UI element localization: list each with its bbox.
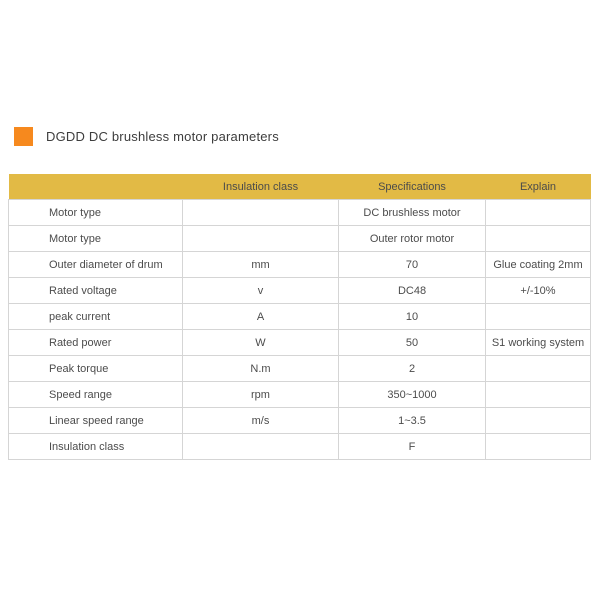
unit-cell	[183, 200, 339, 226]
column-header-insulation-class: Insulation class	[183, 174, 339, 200]
unit-cell: W	[183, 330, 339, 356]
table-row	[9, 200, 591, 226]
unit-cell	[183, 226, 339, 252]
unit-cell: v	[183, 278, 339, 304]
spec-cell: 50	[339, 330, 486, 356]
param-name-cell: Speed range	[9, 382, 183, 408]
unit-cell: mm	[183, 252, 339, 278]
param-name-cell: Motor type	[9, 226, 183, 252]
column-header-explain: Explain	[486, 174, 591, 200]
unit-cell: rpm	[183, 382, 339, 408]
spec-cell: 2	[339, 356, 486, 382]
explain-cell	[486, 408, 591, 434]
spec-cell: Outer rotor motor	[339, 226, 486, 252]
spec-cell: 70	[339, 252, 486, 278]
table-row	[9, 278, 591, 304]
spec-cell: 10	[339, 304, 486, 330]
spec-cell: DC48	[339, 278, 486, 304]
table-row	[9, 330, 591, 356]
parameters-table	[8, 174, 591, 460]
explain-cell: +/-10%	[486, 278, 591, 304]
table-row	[9, 382, 591, 408]
table-row	[9, 434, 591, 460]
param-name-cell: Insulation class	[9, 434, 183, 460]
explain-cell	[486, 226, 591, 252]
table-row	[9, 356, 591, 382]
explain-cell	[486, 382, 591, 408]
param-name-cell: Rated power	[9, 330, 183, 356]
param-name-cell: Rated voltage	[9, 278, 183, 304]
table-row	[9, 408, 591, 434]
param-name-cell: Outer diameter of drum	[9, 252, 183, 278]
table-header-row	[9, 174, 591, 200]
spec-cell: F	[339, 434, 486, 460]
unit-cell	[183, 434, 339, 460]
param-name-cell: Motor type	[9, 200, 183, 226]
param-name-cell: Linear speed range	[9, 408, 183, 434]
table-row	[9, 304, 591, 330]
explain-cell: S1 working system	[486, 330, 591, 356]
unit-cell: m/s	[183, 408, 339, 434]
column-header-blank	[9, 174, 183, 200]
table-body	[9, 200, 591, 460]
title-bullet-icon	[14, 127, 33, 146]
param-name-cell: peak current	[9, 304, 183, 330]
explain-cell	[486, 434, 591, 460]
spec-cell: 350~1000	[339, 382, 486, 408]
explain-cell	[486, 356, 591, 382]
page-title: DGDD DC brushless motor parameters	[46, 129, 279, 144]
unit-cell: A	[183, 304, 339, 330]
spec-cell: DC brushless motor	[339, 200, 486, 226]
explain-cell: Glue coating 2mm	[486, 252, 591, 278]
column-header-specifications: Specifications	[339, 174, 486, 200]
table-header	[9, 174, 591, 200]
explain-cell	[486, 200, 591, 226]
table-row	[9, 252, 591, 278]
table-row	[9, 226, 591, 252]
title-block	[14, 127, 279, 146]
explain-cell	[486, 304, 591, 330]
param-name-cell: Peak torque	[9, 356, 183, 382]
unit-cell: N.m	[183, 356, 339, 382]
spec-cell: 1~3.5	[339, 408, 486, 434]
